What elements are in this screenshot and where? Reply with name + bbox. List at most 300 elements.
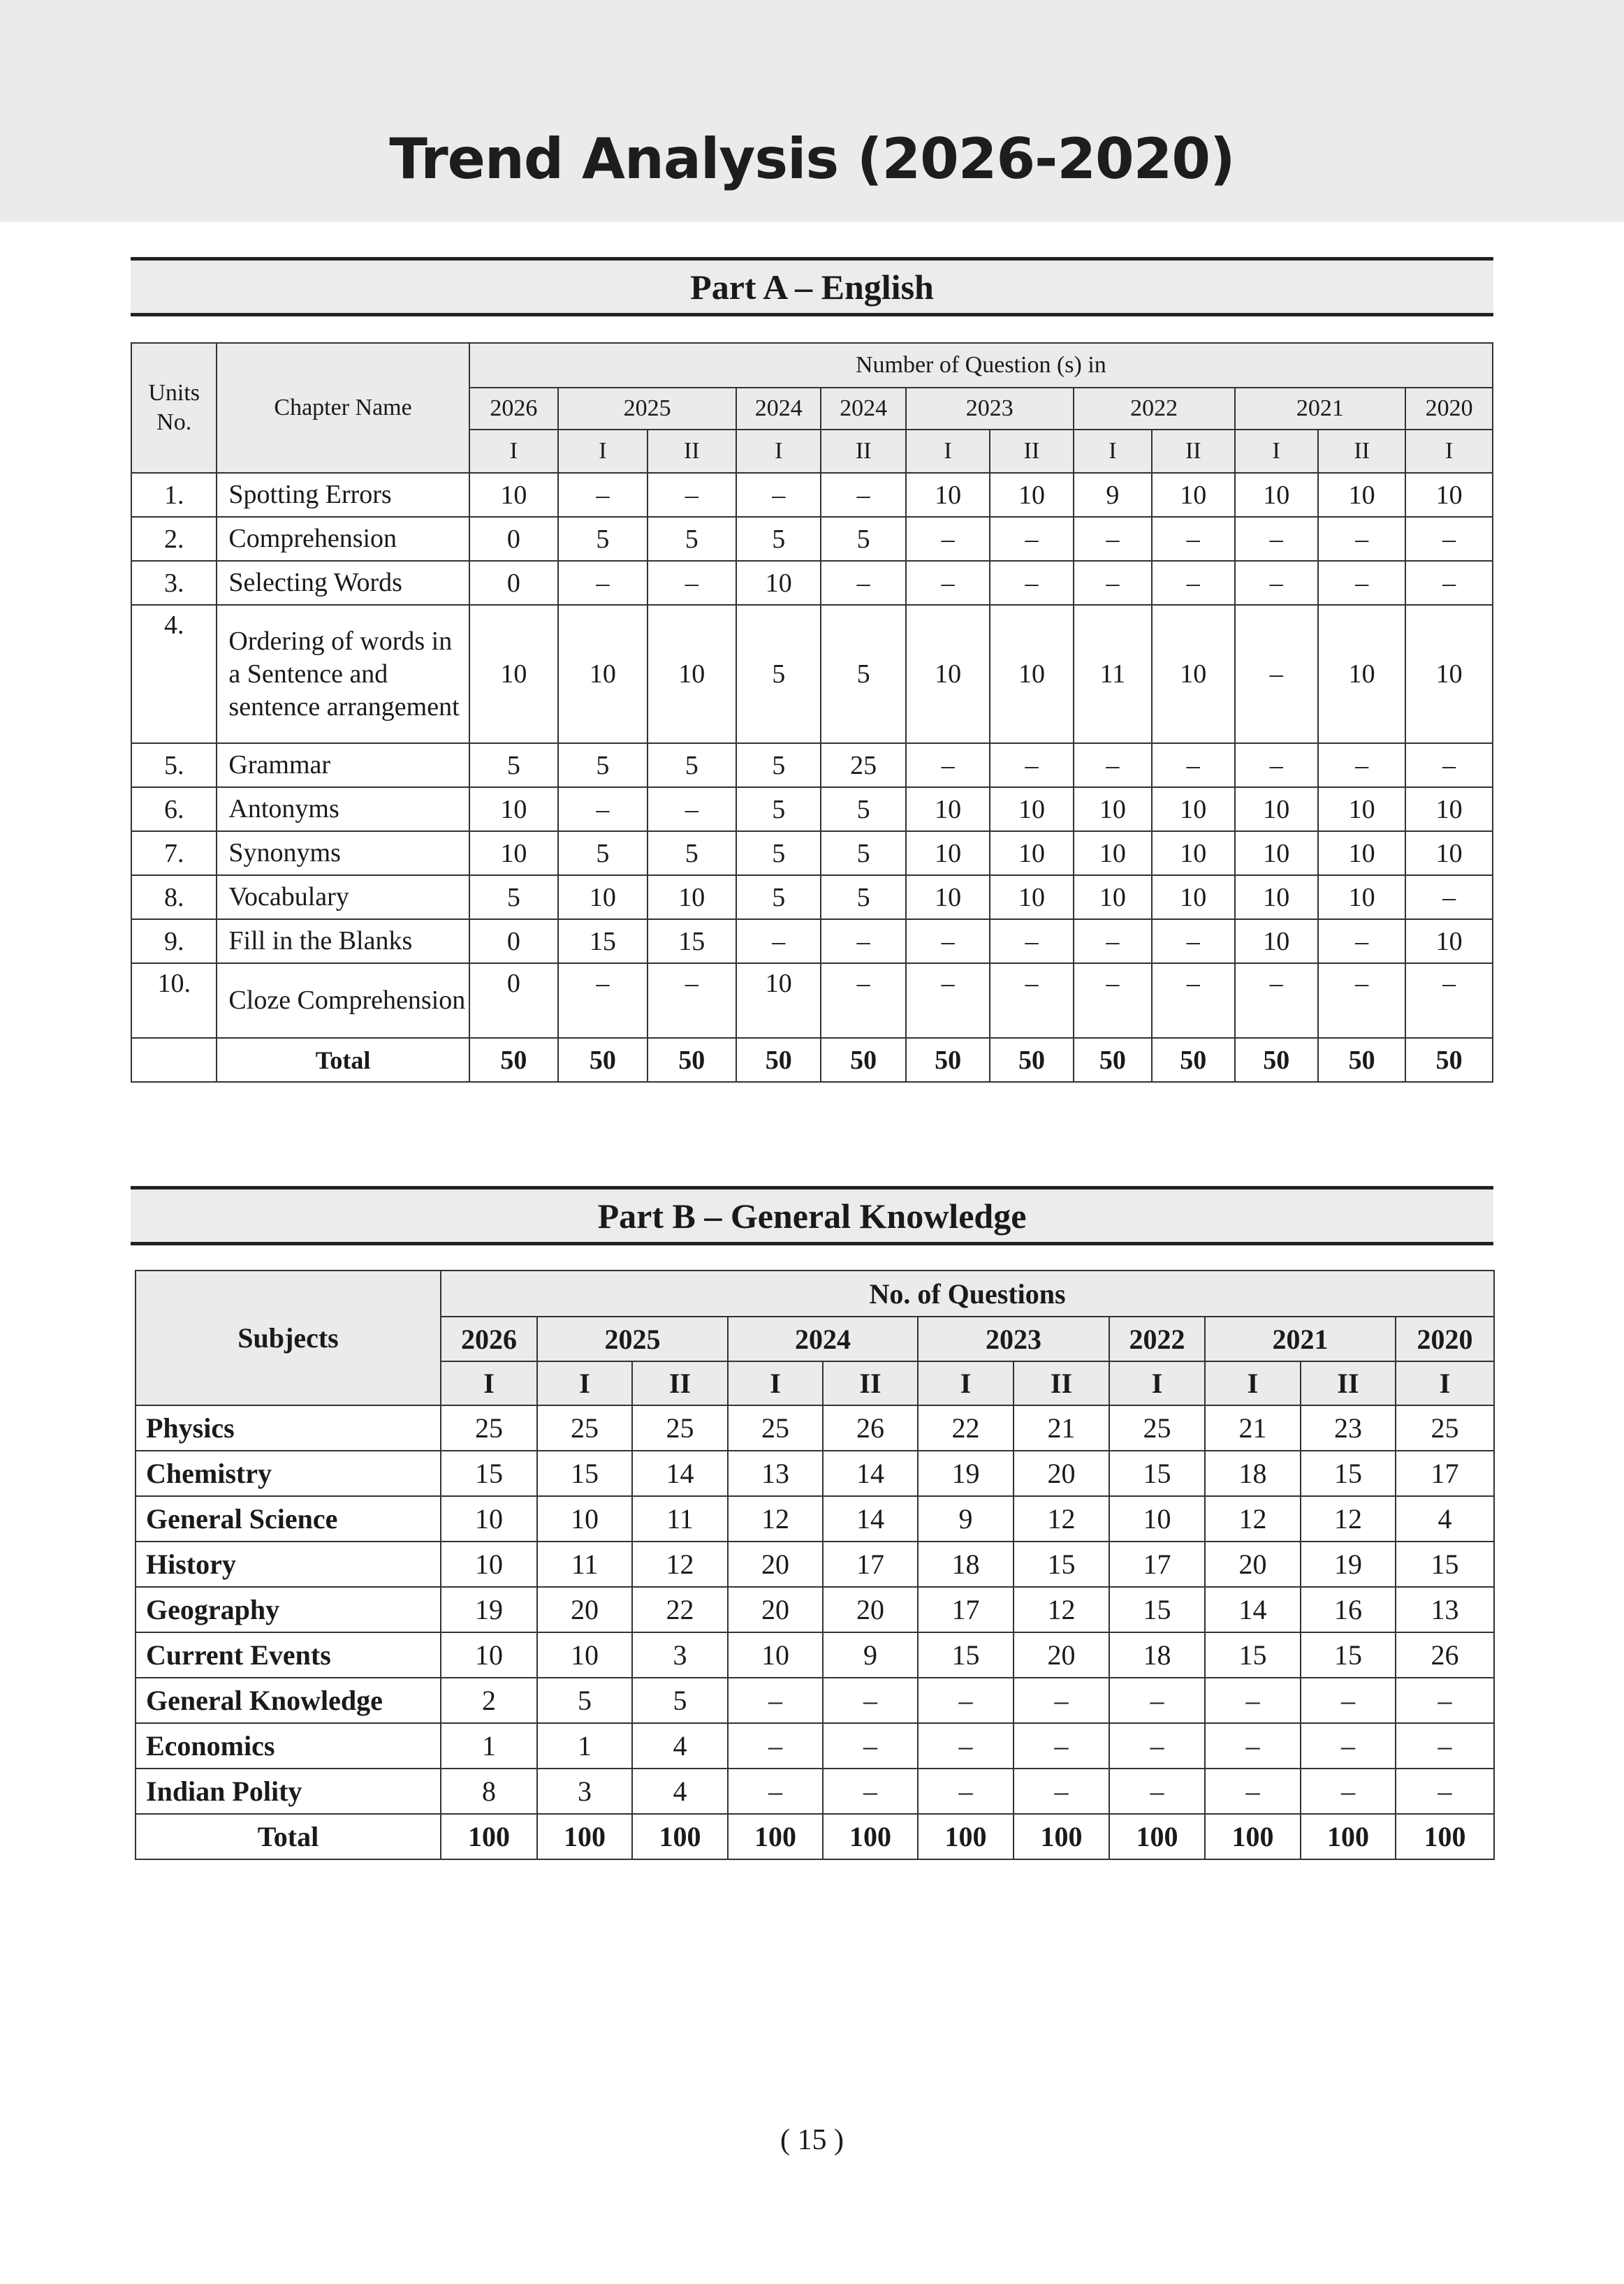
unit-number: 2.: [131, 517, 217, 561]
question-count: –: [1405, 875, 1493, 919]
total-value: 100: [1396, 1814, 1494, 1859]
total-value: 50: [736, 1038, 821, 1082]
question-count: 20: [728, 1587, 823, 1632]
question-count: –: [1301, 1723, 1396, 1769]
question-count: 11: [1074, 605, 1152, 743]
paper-header: II: [990, 430, 1073, 473]
question-count: 5: [736, 743, 821, 787]
total-value: 100: [728, 1814, 823, 1859]
paper-header: II: [648, 430, 736, 473]
question-count: 5: [648, 831, 736, 875]
question-count: –: [1318, 963, 1405, 1038]
question-count: –: [1074, 743, 1152, 787]
unit-number: 9.: [131, 919, 217, 963]
question-count: 25: [1396, 1405, 1494, 1451]
page-number: ( 15 ): [780, 2124, 844, 2156]
question-count: 0: [469, 963, 558, 1038]
question-count: 10: [1074, 787, 1152, 831]
question-count: –: [736, 473, 821, 517]
question-count: 15: [1109, 1451, 1205, 1496]
question-count: –: [1396, 1723, 1494, 1769]
table-row: [131, 473, 1493, 517]
paper-header: I: [1405, 430, 1493, 473]
question-count: 10: [1318, 605, 1405, 743]
question-count: 15: [1301, 1632, 1396, 1678]
table-row: [131, 517, 1493, 561]
question-count: 12: [632, 1542, 728, 1587]
question-count: 10: [558, 875, 647, 919]
english-trend-table: [131, 342, 1493, 1083]
question-count: 10: [1074, 875, 1152, 919]
question-count: –: [1074, 963, 1152, 1038]
question-count: 17: [823, 1542, 918, 1587]
question-count: –: [736, 919, 821, 963]
paper-header: I: [537, 1361, 632, 1405]
question-count: 5: [736, 605, 821, 743]
subject-name: Geography: [136, 1587, 441, 1632]
question-count: 11: [632, 1496, 728, 1542]
question-count: 10: [1405, 605, 1493, 743]
question-count: 15: [918, 1632, 1014, 1678]
chapter-name: Spotting Errors: [217, 473, 469, 517]
question-count: 10: [469, 473, 558, 517]
total-value: 50: [1152, 1038, 1234, 1082]
units-no-header: Units No.: [131, 343, 217, 473]
question-count: 17: [1109, 1542, 1205, 1587]
paper-header: I: [1109, 1361, 1205, 1405]
question-count: –: [1318, 743, 1405, 787]
question-count: –: [558, 787, 647, 831]
question-count: 10: [469, 605, 558, 743]
question-count: 4: [632, 1769, 728, 1814]
question-count: –: [1235, 743, 1318, 787]
question-count: 10: [1405, 919, 1493, 963]
question-count: –: [728, 1769, 823, 1814]
question-count: –: [1152, 561, 1234, 605]
paper-header: II: [1014, 1361, 1109, 1405]
question-count: 10: [558, 605, 647, 743]
question-count: 25: [632, 1405, 728, 1451]
question-count: 12: [1014, 1496, 1109, 1542]
table-row: [136, 1587, 1494, 1632]
year-header: 2020: [1396, 1317, 1494, 1361]
question-count: –: [823, 1723, 918, 1769]
question-count: 5: [558, 517, 647, 561]
table-row: [136, 1769, 1494, 1814]
question-count: 4: [632, 1723, 728, 1769]
question-count: 10: [906, 787, 990, 831]
question-count: 25: [1109, 1405, 1205, 1451]
question-count-header: Number of Question (s) in: [469, 343, 1493, 388]
table-row: [136, 1723, 1494, 1769]
question-count: 10: [537, 1496, 632, 1542]
question-count: 10: [1152, 473, 1234, 517]
paper-header: I: [918, 1361, 1014, 1405]
table-row: [136, 1542, 1494, 1587]
question-count: 10: [441, 1542, 537, 1587]
question-count: 25: [821, 743, 905, 787]
table-row: [131, 743, 1493, 787]
question-count: 2: [441, 1678, 537, 1723]
question-count: 5: [632, 1678, 728, 1723]
paper-header: I: [1074, 430, 1152, 473]
year-header: 2021: [1205, 1317, 1396, 1361]
question-count: –: [906, 743, 990, 787]
question-count: 10: [1152, 831, 1234, 875]
total-value: 100: [823, 1814, 918, 1859]
question-count: –: [1152, 919, 1234, 963]
total-value: 50: [648, 1038, 736, 1082]
question-count: –: [1074, 561, 1152, 605]
table-row: [131, 561, 1493, 605]
question-count: 18: [1109, 1632, 1205, 1678]
question-count: 1: [537, 1723, 632, 1769]
question-count: 14: [1205, 1587, 1301, 1632]
question-count: 10: [648, 875, 736, 919]
unit-number: 5.: [131, 743, 217, 787]
question-count: 20: [823, 1587, 918, 1632]
question-count: –: [1074, 919, 1152, 963]
paper-header: I: [558, 430, 647, 473]
total-label: Total: [136, 1814, 441, 1859]
table-row: [136, 1405, 1494, 1451]
question-count: 10: [906, 605, 990, 743]
question-count: –: [990, 561, 1073, 605]
question-count: –: [1405, 517, 1493, 561]
total-value: 100: [918, 1814, 1014, 1859]
question-count: 13: [728, 1451, 823, 1496]
question-count: 5: [558, 743, 647, 787]
question-count: 5: [736, 831, 821, 875]
question-count: –: [728, 1723, 823, 1769]
question-count: –: [1301, 1769, 1396, 1814]
question-count: 5: [736, 875, 821, 919]
question-count: 26: [823, 1405, 918, 1451]
question-count: 10: [1152, 605, 1234, 743]
year-header: 2020: [1405, 388, 1493, 430]
question-count: 10: [1405, 831, 1493, 875]
question-count: 16: [1301, 1587, 1396, 1632]
question-count: 10: [1318, 831, 1405, 875]
table-row: [131, 605, 1493, 743]
question-count: –: [1318, 517, 1405, 561]
question-count: 5: [821, 787, 905, 831]
year-header: 2021: [1235, 388, 1406, 430]
total-value: 100: [537, 1814, 632, 1859]
question-count: –: [1109, 1769, 1205, 1814]
question-count: 22: [918, 1405, 1014, 1451]
question-count: 9: [1074, 473, 1152, 517]
year-header: 2024: [821, 388, 905, 430]
year-header: 2025: [558, 388, 736, 430]
question-count: 5: [469, 743, 558, 787]
question-count: 5: [821, 517, 905, 561]
question-count: 18: [918, 1542, 1014, 1587]
question-count: 19: [918, 1451, 1014, 1496]
year-header: 2024: [728, 1317, 918, 1361]
question-count: 12: [1014, 1587, 1109, 1632]
question-count: –: [821, 963, 905, 1038]
question-count: 10: [1235, 787, 1318, 831]
year-header: 2023: [906, 388, 1074, 430]
question-count: 20: [1014, 1451, 1109, 1496]
question-count: 15: [1014, 1542, 1109, 1587]
total-value: 50: [906, 1038, 990, 1082]
question-count: 10: [990, 831, 1073, 875]
question-count: 10: [441, 1496, 537, 1542]
question-count: 20: [1205, 1542, 1301, 1587]
question-count: 5: [469, 875, 558, 919]
question-count: 10: [537, 1632, 632, 1678]
subjects-header: Subjects: [136, 1271, 441, 1405]
question-count: 20: [1014, 1632, 1109, 1678]
chapter-name: Cloze Comprehension: [217, 963, 469, 1038]
unit-number: 6.: [131, 787, 217, 831]
question-count: –: [1014, 1769, 1109, 1814]
question-count: –: [1074, 517, 1152, 561]
chapter-name: Synonyms: [217, 831, 469, 875]
question-count: 21: [1014, 1405, 1109, 1451]
total-label: Total: [217, 1038, 469, 1082]
chapter-name: Fill in the Blanks: [217, 919, 469, 963]
table-row: [136, 1496, 1494, 1542]
total-value: 50: [1318, 1038, 1405, 1082]
question-count: –: [1301, 1678, 1396, 1723]
gk-trend-table: [135, 1270, 1495, 1860]
question-count: 10: [1235, 473, 1318, 517]
question-count: –: [1205, 1723, 1301, 1769]
paper-header: II: [1152, 430, 1234, 473]
question-count: –: [1235, 963, 1318, 1038]
question-count: –: [648, 561, 736, 605]
year-header: 2026: [469, 388, 558, 430]
paper-header: I: [736, 430, 821, 473]
unit-number: 1.: [131, 473, 217, 517]
question-count: 11: [537, 1542, 632, 1587]
subject-name: General Science: [136, 1496, 441, 1542]
paper-header: II: [821, 430, 905, 473]
question-count: –: [1014, 1723, 1109, 1769]
table-row: [131, 787, 1493, 831]
question-count: 19: [1301, 1542, 1396, 1587]
subject-name: Physics: [136, 1405, 441, 1451]
question-count: –: [1152, 963, 1234, 1038]
question-count: 10: [990, 473, 1073, 517]
paper-header: I: [906, 430, 990, 473]
empty-cell: [131, 1038, 217, 1082]
question-count: –: [648, 963, 736, 1038]
question-count: –: [1014, 1678, 1109, 1723]
subject-name: Indian Polity: [136, 1769, 441, 1814]
unit-number: 3.: [131, 561, 217, 605]
question-count: –: [558, 963, 647, 1038]
question-count: –: [1205, 1678, 1301, 1723]
chapter-name-header: Chapter Name: [217, 343, 469, 473]
question-count: 10: [906, 473, 990, 517]
subject-name: General Knowledge: [136, 1678, 441, 1723]
chapter-name: Selecting Words: [217, 561, 469, 605]
question-count: 10: [1152, 787, 1234, 831]
question-count: 9: [918, 1496, 1014, 1542]
question-count: 10: [648, 605, 736, 743]
question-count: 0: [469, 919, 558, 963]
question-count: –: [558, 561, 647, 605]
question-count: 14: [823, 1451, 918, 1496]
question-count: –: [823, 1769, 918, 1814]
question-count: –: [821, 473, 905, 517]
question-count: –: [823, 1678, 918, 1723]
chapter-name: Ordering of words in a Sentence and sentence arrangement: [217, 605, 469, 743]
question-count: 17: [1396, 1451, 1494, 1496]
question-count: 25: [537, 1405, 632, 1451]
question-count: 0: [469, 517, 558, 561]
question-count: 15: [648, 919, 736, 963]
paper-header: II: [632, 1361, 728, 1405]
total-row: [136, 1814, 1494, 1859]
question-count: 5: [736, 787, 821, 831]
no-of-questions-header: No. of Questions: [441, 1271, 1494, 1317]
question-count: –: [648, 473, 736, 517]
question-count: 5: [648, 743, 736, 787]
question-count: 10: [1235, 919, 1318, 963]
question-count: –: [1152, 517, 1234, 561]
unit-number: 4.: [131, 605, 217, 743]
year-header: 2023: [918, 1317, 1109, 1361]
table-row: [136, 1678, 1494, 1723]
question-count: 15: [1301, 1451, 1396, 1496]
total-value: 50: [821, 1038, 905, 1082]
paper-header: II: [1318, 430, 1405, 473]
question-count: 10: [1109, 1496, 1205, 1542]
question-count: 10: [990, 787, 1073, 831]
question-count: 14: [632, 1451, 728, 1496]
question-count: 10: [1318, 787, 1405, 831]
question-count: 5: [648, 517, 736, 561]
question-count: 25: [728, 1405, 823, 1451]
question-count: 17: [918, 1587, 1014, 1632]
total-value: 100: [1205, 1814, 1301, 1859]
table-row: [136, 1632, 1494, 1678]
question-count: 10: [990, 875, 1073, 919]
paper-header: II: [823, 1361, 918, 1405]
unit-number: 8.: [131, 875, 217, 919]
total-value: 50: [469, 1038, 558, 1082]
paper-header: I: [469, 430, 558, 473]
question-count: 10: [990, 605, 1073, 743]
question-count: –: [1109, 1678, 1205, 1723]
total-value: 100: [441, 1814, 537, 1859]
chapter-name: Grammar: [217, 743, 469, 787]
question-count: 10: [1235, 875, 1318, 919]
question-count: 25: [441, 1405, 537, 1451]
part-b-heading: Part B – General Knowledge: [131, 1186, 1493, 1245]
question-count: –: [1205, 1769, 1301, 1814]
question-count: –: [1235, 605, 1318, 743]
question-count: –: [1109, 1723, 1205, 1769]
question-count: –: [918, 1678, 1014, 1723]
question-count: –: [906, 919, 990, 963]
question-count: –: [1405, 743, 1493, 787]
paper-header: I: [441, 1361, 537, 1405]
question-count: 15: [1109, 1587, 1205, 1632]
question-count: 13: [1396, 1587, 1494, 1632]
question-count: 10: [1405, 787, 1493, 831]
question-count: –: [1152, 743, 1234, 787]
question-count: 3: [632, 1632, 728, 1678]
question-count: 15: [1205, 1632, 1301, 1678]
total-value: 50: [990, 1038, 1073, 1082]
question-count: –: [1318, 561, 1405, 605]
table-row: [131, 963, 1493, 1038]
subject-name: Chemistry: [136, 1451, 441, 1496]
question-count: –: [990, 919, 1073, 963]
paper-header: I: [1396, 1361, 1494, 1405]
question-count: 20: [728, 1542, 823, 1587]
question-count: –: [1235, 517, 1318, 561]
question-count: 19: [441, 1587, 537, 1632]
table-row: [136, 1451, 1494, 1496]
total-value: 100: [1301, 1814, 1396, 1859]
chapter-name: Antonyms: [217, 787, 469, 831]
question-count: –: [990, 963, 1073, 1038]
question-count: 22: [632, 1587, 728, 1632]
question-count: 21: [1205, 1405, 1301, 1451]
question-count: 4: [1396, 1496, 1494, 1542]
question-count: –: [918, 1723, 1014, 1769]
question-count: –: [918, 1769, 1014, 1814]
question-count: –: [990, 743, 1073, 787]
question-count: 9: [823, 1632, 918, 1678]
total-value: 100: [632, 1814, 728, 1859]
question-count: 1: [441, 1723, 537, 1769]
question-count: –: [558, 473, 647, 517]
paper-header: I: [1235, 430, 1318, 473]
unit-number: 10.: [131, 963, 217, 1038]
paper-header: I: [728, 1361, 823, 1405]
paper-header: I: [1205, 1361, 1301, 1405]
chapter-name: Vocabulary: [217, 875, 469, 919]
question-count: –: [1405, 963, 1493, 1038]
question-count: –: [1318, 919, 1405, 963]
question-count: –: [1405, 561, 1493, 605]
table-row: [131, 919, 1493, 963]
question-count: 26: [1396, 1632, 1494, 1678]
subject-name: Economics: [136, 1723, 441, 1769]
question-count: 10: [1318, 473, 1405, 517]
question-count: 20: [537, 1587, 632, 1632]
question-count: 10: [906, 875, 990, 919]
question-count: 10: [1074, 831, 1152, 875]
table-row: [131, 875, 1493, 919]
paper-header: II: [1301, 1361, 1396, 1405]
table-row: [131, 831, 1493, 875]
question-count: 3: [537, 1769, 632, 1814]
question-count: –: [906, 561, 990, 605]
total-value: 50: [1074, 1038, 1152, 1082]
year-header: 2022: [1109, 1317, 1205, 1361]
question-count: 10: [736, 561, 821, 605]
question-count: 5: [821, 831, 905, 875]
question-count: 10: [1405, 473, 1493, 517]
question-count: 18: [1205, 1451, 1301, 1496]
question-count: 14: [823, 1496, 918, 1542]
question-count: 15: [558, 919, 647, 963]
question-count: 12: [728, 1496, 823, 1542]
question-count: 10: [736, 963, 821, 1038]
total-value: 50: [1405, 1038, 1493, 1082]
question-count: –: [1235, 561, 1318, 605]
part-a-heading: Part A – English: [131, 257, 1493, 316]
